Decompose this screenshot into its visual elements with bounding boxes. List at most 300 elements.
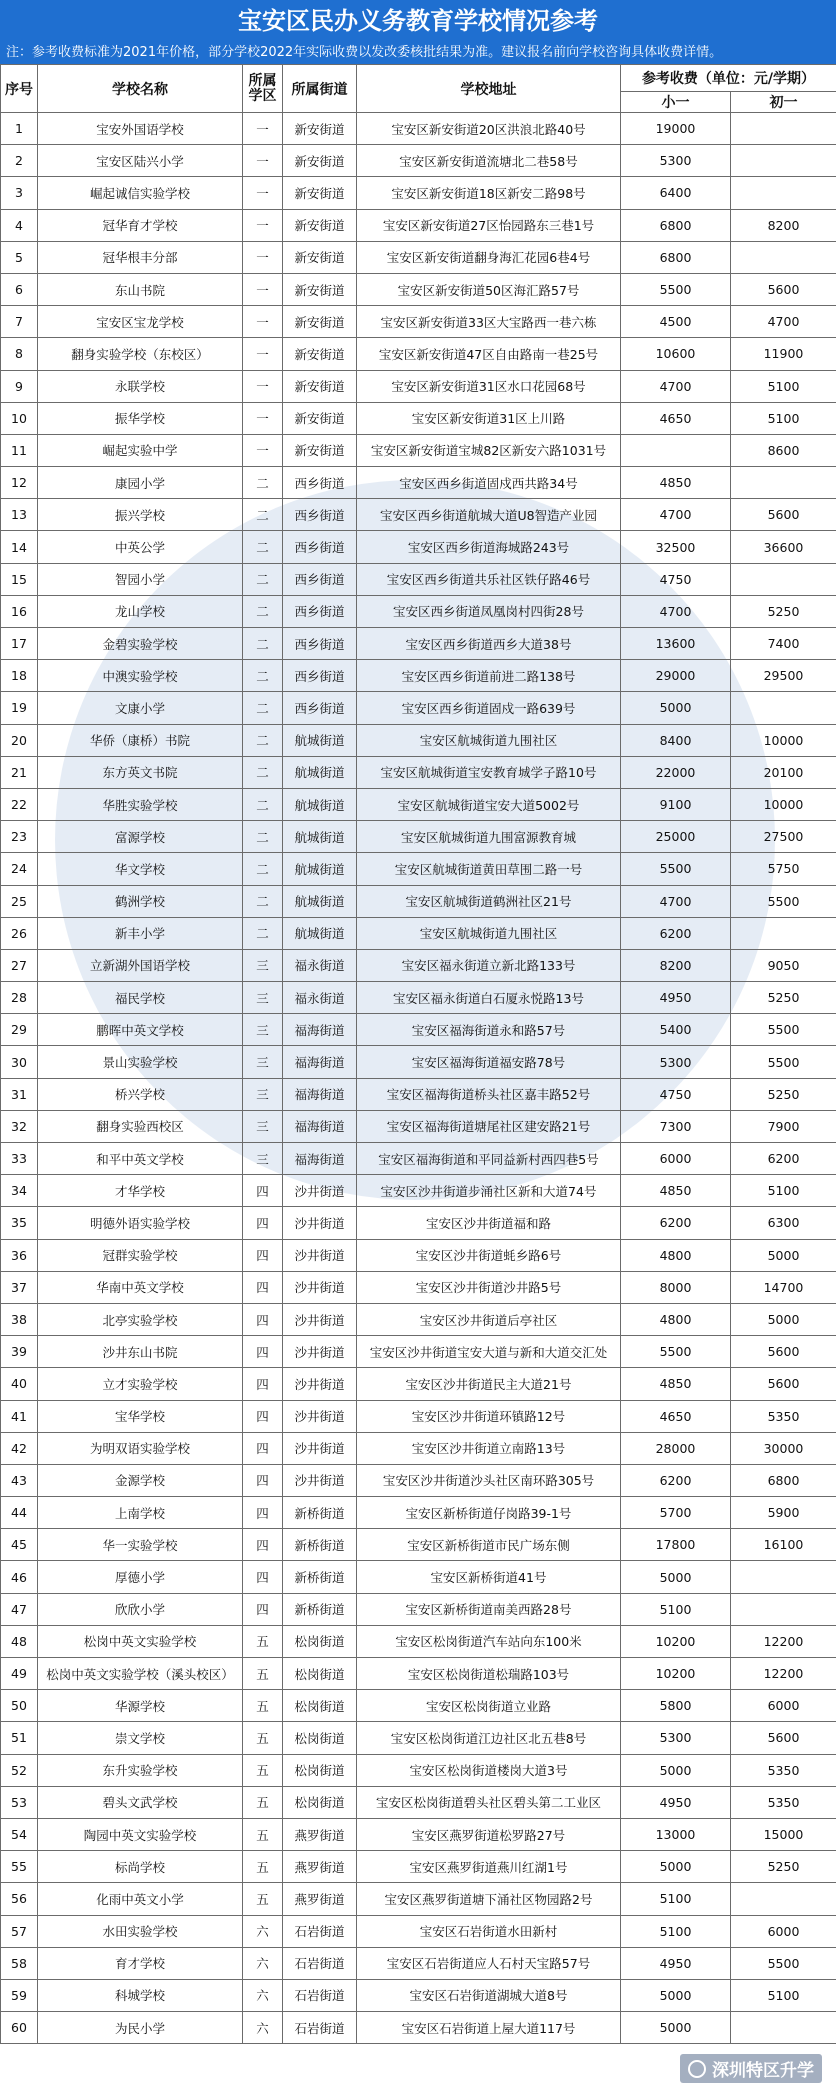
cell-address: 宝安区福海街道永和路57号 xyxy=(357,1014,621,1046)
cell-district: 四 xyxy=(243,1336,283,1368)
cell-street: 福海街道 xyxy=(283,1143,357,1175)
brand-watermark xyxy=(680,2054,822,2083)
cell-no: 6 xyxy=(1,273,38,305)
cell-street: 沙井街道 xyxy=(283,1303,357,1335)
table-row xyxy=(1,306,836,338)
cell-fee-primary: 4750 xyxy=(621,1078,731,1110)
table-row xyxy=(1,1658,836,1690)
cell-district: 五 xyxy=(243,1722,283,1754)
table-row xyxy=(1,1143,836,1175)
table-row xyxy=(1,1239,836,1271)
cell-fee-junior xyxy=(731,241,836,273)
cell-district: 三 xyxy=(243,1110,283,1142)
table-row xyxy=(1,724,836,756)
cell-fee-primary: 5300 xyxy=(621,145,731,177)
cell-street: 新桥街道 xyxy=(283,1497,357,1529)
cell-district: 二 xyxy=(243,628,283,660)
cell-school-name: 为明双语实验学校 xyxy=(38,1432,243,1464)
cell-street: 西乡街道 xyxy=(283,660,357,692)
cell-no: 11 xyxy=(1,434,38,466)
cell-fee-primary: 5500 xyxy=(621,1336,731,1368)
cell-no: 33 xyxy=(1,1143,38,1175)
cell-street: 新安街道 xyxy=(283,370,357,402)
cell-no: 55 xyxy=(1,1851,38,1883)
cell-no: 21 xyxy=(1,756,38,788)
cell-fee-primary: 5300 xyxy=(621,1722,731,1754)
cell-address: 宝安区沙井街道环镇路12号 xyxy=(357,1400,621,1432)
cell-street: 新安街道 xyxy=(283,402,357,434)
cell-street: 西乡街道 xyxy=(283,499,357,531)
table-row xyxy=(1,1110,836,1142)
cell-fee-junior: 5350 xyxy=(731,1786,836,1818)
cell-fee-primary: 4500 xyxy=(621,306,731,338)
cell-address: 宝安区新安街道31区上川路 xyxy=(357,402,621,434)
cell-fee-primary: 13600 xyxy=(621,628,731,660)
cell-school-name: 陶园中英文实验学校 xyxy=(38,1818,243,1850)
cell-school-name: 北亭实验学校 xyxy=(38,1303,243,1335)
cell-fee-primary: 6200 xyxy=(621,1207,731,1239)
cell-school-name: 振兴学校 xyxy=(38,499,243,531)
cell-no: 8 xyxy=(1,338,38,370)
cell-fee-primary: 8200 xyxy=(621,949,731,981)
cell-street: 福永街道 xyxy=(283,982,357,1014)
cell-address: 宝安区松岗街道立业路 xyxy=(357,1690,621,1722)
cell-fee-junior: 8600 xyxy=(731,434,836,466)
cell-school-name: 崛起诚信实验学校 xyxy=(38,177,243,209)
cell-fee-junior: 5250 xyxy=(731,1851,836,1883)
table-row xyxy=(1,917,836,949)
cell-school-name: 翻身实验学校（东校区） xyxy=(38,338,243,370)
cell-street: 松岗街道 xyxy=(283,1625,357,1657)
cell-school-name: 东升实验学校 xyxy=(38,1754,243,1786)
cell-fee-primary: 8000 xyxy=(621,1271,731,1303)
cell-fee-junior: 36600 xyxy=(731,531,836,563)
cell-school-name: 华胜实验学校 xyxy=(38,788,243,820)
cell-district: 四 xyxy=(243,1529,283,1561)
cell-no: 32 xyxy=(1,1110,38,1142)
table-row xyxy=(1,2012,836,2044)
cell-district: 三 xyxy=(243,1143,283,1175)
cell-no: 48 xyxy=(1,1625,38,1657)
cell-address: 宝安区燕罗街道燕川红湖1号 xyxy=(357,1851,621,1883)
cell-address: 宝安区沙井街道宝安大道与新和大道交汇处 xyxy=(357,1336,621,1368)
cell-fee-primary: 5000 xyxy=(621,1851,731,1883)
cell-street: 沙井街道 xyxy=(283,1175,357,1207)
cell-address: 宝安区新安街道18区新安二路98号 xyxy=(357,177,621,209)
cell-street: 石岩街道 xyxy=(283,1915,357,1947)
cell-fee-junior: 5600 xyxy=(731,1722,836,1754)
cell-no: 13 xyxy=(1,499,38,531)
cell-school-name: 翻身实验西校区 xyxy=(38,1110,243,1142)
cell-school-name: 上南学校 xyxy=(38,1497,243,1529)
cell-address: 宝安区西乡街道固戍西共路34号 xyxy=(357,467,621,499)
table-row xyxy=(1,531,836,563)
cell-school-name: 冠华育才学校 xyxy=(38,209,243,241)
cell-fee-junior: 10000 xyxy=(731,788,836,820)
table-row xyxy=(1,1947,836,1979)
cell-district: 六 xyxy=(243,1947,283,1979)
table-row xyxy=(1,885,836,917)
cell-address: 宝安区新桥街道41号 xyxy=(357,1561,621,1593)
cell-district: 三 xyxy=(243,949,283,981)
cell-street: 沙井街道 xyxy=(283,1239,357,1271)
cell-address: 宝安区福海街道和平同益新村西四巷5号 xyxy=(357,1143,621,1175)
cell-street: 石岩街道 xyxy=(283,1979,357,2011)
cell-fee-primary: 5100 xyxy=(621,1915,731,1947)
cell-no: 27 xyxy=(1,949,38,981)
cell-fee-junior: 5500 xyxy=(731,1947,836,1979)
cell-address: 宝安区燕罗街道塘下涌社区物园路2号 xyxy=(357,1883,621,1915)
cell-school-name: 厚德小学 xyxy=(38,1561,243,1593)
cell-address: 宝安区沙井街道蚝乡路6号 xyxy=(357,1239,621,1271)
cell-address: 宝安区航城街道九围社区 xyxy=(357,917,621,949)
cell-fee-primary: 5300 xyxy=(621,1046,731,1078)
cell-address: 宝安区西乡街道海城路243号 xyxy=(357,531,621,563)
cell-no: 25 xyxy=(1,885,38,917)
cell-district: 一 xyxy=(243,370,283,402)
cell-school-name: 立才实验学校 xyxy=(38,1368,243,1400)
cell-school-name: 松岗中英文实验学校 xyxy=(38,1625,243,1657)
cell-fee-junior: 5350 xyxy=(731,1754,836,1786)
cell-address: 宝安区沙井街道福和路 xyxy=(357,1207,621,1239)
cell-street: 新安街道 xyxy=(283,306,357,338)
cell-fee-primary: 29000 xyxy=(621,660,731,692)
cell-no: 40 xyxy=(1,1368,38,1400)
cell-district: 六 xyxy=(243,1979,283,2011)
cell-no: 50 xyxy=(1,1690,38,1722)
cell-no: 22 xyxy=(1,788,38,820)
table-row xyxy=(1,241,836,273)
cell-address: 宝安区燕罗街道松罗路27号 xyxy=(357,1818,621,1850)
col-header-address: 学校地址 xyxy=(357,65,621,113)
table-row xyxy=(1,1336,836,1368)
cell-fee-primary: 25000 xyxy=(621,821,731,853)
table-row xyxy=(1,1207,836,1239)
cell-school-name: 欣欣小学 xyxy=(38,1593,243,1625)
cell-fee-junior: 5750 xyxy=(731,853,836,885)
cell-address: 宝安区松岗街道汽车站向东100米 xyxy=(357,1625,621,1657)
cell-fee-junior: 16100 xyxy=(731,1529,836,1561)
table-row xyxy=(1,1851,836,1883)
cell-fee-primary: 5800 xyxy=(621,1690,731,1722)
cell-street: 新安街道 xyxy=(283,434,357,466)
cell-school-name: 桥兴学校 xyxy=(38,1078,243,1110)
col-header-name: 学校名称 xyxy=(38,65,243,113)
cell-fee-primary: 10200 xyxy=(621,1625,731,1657)
cell-fee-primary: 4850 xyxy=(621,467,731,499)
cell-fee-junior xyxy=(731,2012,836,2044)
cell-fee-junior xyxy=(731,113,836,145)
cell-fee-junior: 12200 xyxy=(731,1625,836,1657)
cell-fee-primary: 4950 xyxy=(621,1947,731,1979)
cell-no: 31 xyxy=(1,1078,38,1110)
cell-district: 二 xyxy=(243,467,283,499)
cell-district: 二 xyxy=(243,756,283,788)
cell-district: 五 xyxy=(243,1690,283,1722)
cell-district: 一 xyxy=(243,241,283,273)
cell-district: 二 xyxy=(243,499,283,531)
cell-school-name: 标尚学校 xyxy=(38,1851,243,1883)
cell-no: 4 xyxy=(1,209,38,241)
table-row xyxy=(1,467,836,499)
cell-fee-junior: 7900 xyxy=(731,1110,836,1142)
table-row xyxy=(1,1625,836,1657)
cell-street: 西乡街道 xyxy=(283,563,357,595)
cell-fee-junior: 9050 xyxy=(731,949,836,981)
cell-district: 二 xyxy=(243,595,283,627)
cell-no: 41 xyxy=(1,1400,38,1432)
table-row xyxy=(1,853,836,885)
cell-fee-junior: 8200 xyxy=(731,209,836,241)
cell-district: 一 xyxy=(243,434,283,466)
cell-fee-primary: 9100 xyxy=(621,788,731,820)
cell-street: 航城街道 xyxy=(283,917,357,949)
cell-no: 29 xyxy=(1,1014,38,1046)
cell-school-name: 立新湖外国语学校 xyxy=(38,949,243,981)
cell-street: 燕罗街道 xyxy=(283,1883,357,1915)
cell-fee-primary: 5500 xyxy=(621,853,731,885)
cell-district: 四 xyxy=(243,1561,283,1593)
cell-district: 二 xyxy=(243,917,283,949)
cell-fee-junior: 5500 xyxy=(731,1046,836,1078)
cell-fee-junior: 29500 xyxy=(731,660,836,692)
table-row xyxy=(1,692,836,724)
cell-no: 43 xyxy=(1,1464,38,1496)
cell-fee-junior: 6800 xyxy=(731,1464,836,1496)
cell-fee-primary: 28000 xyxy=(621,1432,731,1464)
table-row xyxy=(1,1690,836,1722)
table-row xyxy=(1,209,836,241)
cell-no: 17 xyxy=(1,628,38,660)
cell-no: 5 xyxy=(1,241,38,273)
table-row xyxy=(1,1303,836,1335)
cell-district: 五 xyxy=(243,1658,283,1690)
cell-street: 航城街道 xyxy=(283,788,357,820)
cell-fee-primary: 10200 xyxy=(621,1658,731,1690)
table-row xyxy=(1,1754,836,1786)
cell-fee-primary: 5000 xyxy=(621,1979,731,2011)
cell-fee-primary: 4800 xyxy=(621,1239,731,1271)
cell-no: 37 xyxy=(1,1271,38,1303)
cell-district: 四 xyxy=(243,1368,283,1400)
wechat-icon xyxy=(688,2060,706,2078)
cell-fee-primary: 5500 xyxy=(621,273,731,305)
cell-no: 26 xyxy=(1,917,38,949)
cell-district: 四 xyxy=(243,1400,283,1432)
cell-address: 宝安区西乡街道共乐社区铁仔路46号 xyxy=(357,563,621,595)
cell-district: 一 xyxy=(243,402,283,434)
cell-address: 宝安区沙井街道沙井路5号 xyxy=(357,1271,621,1303)
cell-fee-primary xyxy=(621,434,731,466)
cell-no: 12 xyxy=(1,467,38,499)
cell-school-name: 化雨中英文小学 xyxy=(38,1883,243,1915)
table-row xyxy=(1,434,836,466)
cell-street: 新安街道 xyxy=(283,145,357,177)
cell-school-name: 华文学校 xyxy=(38,853,243,885)
cell-street: 西乡街道 xyxy=(283,595,357,627)
cell-fee-primary: 5000 xyxy=(621,692,731,724)
cell-fee-primary: 6200 xyxy=(621,917,731,949)
cell-street: 石岩街道 xyxy=(283,1947,357,1979)
cell-school-name: 金碧实验学校 xyxy=(38,628,243,660)
cell-no: 39 xyxy=(1,1336,38,1368)
cell-school-name: 冠群实验学校 xyxy=(38,1239,243,1271)
table-row xyxy=(1,949,836,981)
table-row xyxy=(1,1368,836,1400)
cell-no: 14 xyxy=(1,531,38,563)
cell-district: 三 xyxy=(243,982,283,1014)
cell-district: 四 xyxy=(243,1239,283,1271)
cell-no: 45 xyxy=(1,1529,38,1561)
cell-fee-junior: 6000 xyxy=(731,1690,836,1722)
cell-street: 福永街道 xyxy=(283,949,357,981)
cell-address: 宝安区福海街道桥头社区嘉丰路52号 xyxy=(357,1078,621,1110)
cell-school-name: 冠华根丰分部 xyxy=(38,241,243,273)
cell-school-name: 碧头文武学校 xyxy=(38,1786,243,1818)
cell-fee-junior: 5100 xyxy=(731,1979,836,2011)
cell-district: 四 xyxy=(243,1464,283,1496)
cell-address: 宝安区新安街道33区大宝路西一巷六栋 xyxy=(357,306,621,338)
cell-no: 49 xyxy=(1,1658,38,1690)
cell-address: 宝安区航城街道九围富源教育城 xyxy=(357,821,621,853)
cell-street: 新安街道 xyxy=(283,338,357,370)
cell-school-name: 新丰小学 xyxy=(38,917,243,949)
cell-street: 福海街道 xyxy=(283,1078,357,1110)
cell-fee-primary: 5100 xyxy=(621,1883,731,1915)
cell-fee-junior: 5100 xyxy=(731,370,836,402)
cell-school-name: 鹤洲学校 xyxy=(38,885,243,917)
cell-school-name: 景山实验学校 xyxy=(38,1046,243,1078)
cell-fee-junior: 4700 xyxy=(731,306,836,338)
table-row xyxy=(1,821,836,853)
cell-fee-primary: 4650 xyxy=(621,402,731,434)
table-row xyxy=(1,1078,836,1110)
cell-district: 四 xyxy=(243,1593,283,1625)
cell-district: 四 xyxy=(243,1271,283,1303)
cell-street: 新安街道 xyxy=(283,113,357,145)
cell-district: 二 xyxy=(243,692,283,724)
cell-street: 松岗街道 xyxy=(283,1786,357,1818)
cell-school-name: 育才学校 xyxy=(38,1947,243,1979)
cell-no: 56 xyxy=(1,1883,38,1915)
table-row xyxy=(1,1175,836,1207)
cell-fee-junior: 5500 xyxy=(731,885,836,917)
cell-no: 10 xyxy=(1,402,38,434)
table-row xyxy=(1,499,836,531)
cell-district: 四 xyxy=(243,1207,283,1239)
brand-label: 深圳特区升学 xyxy=(712,2061,814,2081)
cell-district: 三 xyxy=(243,1078,283,1110)
table-row xyxy=(1,1271,836,1303)
table-row xyxy=(1,1014,836,1046)
cell-district: 二 xyxy=(243,660,283,692)
table-row xyxy=(1,563,836,595)
cell-fee-primary: 4700 xyxy=(621,370,731,402)
table-row xyxy=(1,1529,836,1561)
col-header-district: 所属学区 xyxy=(243,65,283,113)
cell-fee-primary: 4850 xyxy=(621,1175,731,1207)
table-row xyxy=(1,177,836,209)
cell-street: 沙井街道 xyxy=(283,1271,357,1303)
table-row xyxy=(1,273,836,305)
cell-street: 燕罗街道 xyxy=(283,1851,357,1883)
cell-address: 宝安区西乡街道凤凰岗村四街28号 xyxy=(357,595,621,627)
cell-no: 34 xyxy=(1,1175,38,1207)
cell-address: 宝安区沙井街道民主大道21号 xyxy=(357,1368,621,1400)
cell-school-name: 华南中英文学校 xyxy=(38,1271,243,1303)
cell-street: 沙井街道 xyxy=(283,1432,357,1464)
cell-street: 石岩街道 xyxy=(283,2012,357,2044)
cell-address: 宝安区新安街道31区水口花园68号 xyxy=(357,370,621,402)
table-row xyxy=(1,338,836,370)
cell-school-name: 明德外语实验学校 xyxy=(38,1207,243,1239)
cell-fee-primary: 17800 xyxy=(621,1529,731,1561)
cell-street: 松岗街道 xyxy=(283,1754,357,1786)
cell-fee-junior: 5500 xyxy=(731,1014,836,1046)
cell-school-name: 宝华学校 xyxy=(38,1400,243,1432)
table-row xyxy=(1,982,836,1014)
cell-fee-primary: 5000 xyxy=(621,1561,731,1593)
cell-fee-primary: 13000 xyxy=(621,1818,731,1850)
cell-street: 新安街道 xyxy=(283,177,357,209)
cell-fee-junior xyxy=(731,1593,836,1625)
cell-street: 西乡街道 xyxy=(283,692,357,724)
cell-fee-primary: 4700 xyxy=(621,499,731,531)
cell-address: 宝安区西乡街道固戍一路639号 xyxy=(357,692,621,724)
table-row xyxy=(1,595,836,627)
cell-no: 15 xyxy=(1,563,38,595)
cell-street: 沙井街道 xyxy=(283,1464,357,1496)
cell-fee-primary: 4950 xyxy=(621,982,731,1014)
cell-fee-junior xyxy=(731,1883,836,1915)
cell-fee-primary: 6400 xyxy=(621,177,731,209)
cell-no: 24 xyxy=(1,853,38,885)
cell-no: 59 xyxy=(1,1979,38,2011)
cell-street: 松岗街道 xyxy=(283,1658,357,1690)
cell-fee-primary: 5700 xyxy=(621,1497,731,1529)
cell-no: 30 xyxy=(1,1046,38,1078)
cell-address: 宝安区沙井街道沙头社区南环路305号 xyxy=(357,1464,621,1496)
cell-street: 航城街道 xyxy=(283,756,357,788)
cell-no: 60 xyxy=(1,2012,38,2044)
cell-district: 四 xyxy=(243,1497,283,1529)
table-row xyxy=(1,1915,836,1947)
table-row xyxy=(1,370,836,402)
cell-district: 五 xyxy=(243,1883,283,1915)
cell-school-name: 宝安区宝龙学校 xyxy=(38,306,243,338)
col-header-fee: 参考收费（单位：元/学期） xyxy=(621,65,836,92)
cell-address: 宝安区新桥街道仔岗路39-1号 xyxy=(357,1497,621,1529)
cell-street: 松岗街道 xyxy=(283,1690,357,1722)
col-header-street: 所属街道 xyxy=(283,65,357,113)
cell-fee-junior xyxy=(731,917,836,949)
cell-address: 宝安区航城街道鹤洲社区21号 xyxy=(357,885,621,917)
cell-school-name: 才华学校 xyxy=(38,1175,243,1207)
cell-fee-junior: 6000 xyxy=(731,1915,836,1947)
cell-fee-junior: 5600 xyxy=(731,499,836,531)
cell-no: 51 xyxy=(1,1722,38,1754)
cell-fee-primary: 4700 xyxy=(621,595,731,627)
cell-fee-primary: 4700 xyxy=(621,885,731,917)
table-row xyxy=(1,1464,836,1496)
cell-address: 宝安区西乡街道西乡大道38号 xyxy=(357,628,621,660)
cell-fee-primary: 4950 xyxy=(621,1786,731,1818)
col-header-no: 序号 xyxy=(1,65,38,113)
cell-street: 航城街道 xyxy=(283,885,357,917)
cell-school-name: 为民小学 xyxy=(38,2012,243,2044)
cell-fee-primary: 5400 xyxy=(621,1014,731,1046)
cell-no: 47 xyxy=(1,1593,38,1625)
